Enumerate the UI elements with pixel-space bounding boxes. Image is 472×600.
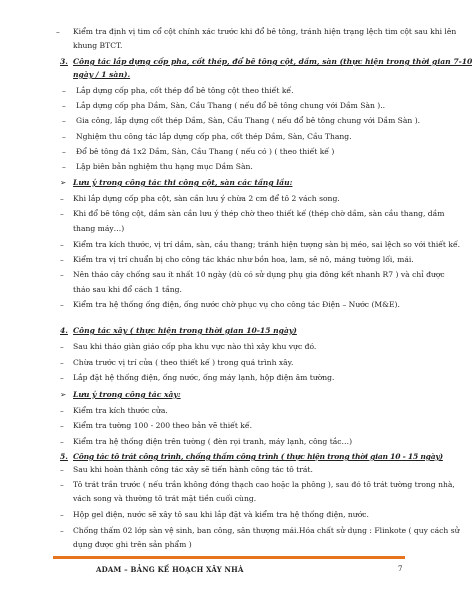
dash-marker: – <box>62 86 66 95</box>
dash-marker: – <box>60 255 64 264</box>
dash-marker: – <box>60 209 64 218</box>
dash-marker: – <box>60 526 64 535</box>
list-item: Sau khi tháo giàn giáo cốp pha khu vực nào thì xây khu vực đó. <box>73 342 317 351</box>
list-item: Sau khi hoàn thành công tác xây sẽ tiến hành công tác tô trát. <box>73 465 313 474</box>
list-item-cont: dụng được ghi trên sản phẩm ) <box>73 540 192 549</box>
dash-marker: – <box>60 342 64 351</box>
list-item: Chừa trước vị trí cửa ( theo thiết kế ) trong quá trình xây. <box>73 358 294 367</box>
dash-marker: – <box>62 162 66 171</box>
section-title: Công tác tô trát công trình, chống thấm công trình ( thực hiện trong thời gian 10 - 15 ngày) <box>73 452 443 461</box>
note-item: Nên tháo cây chống sau ít nhất 10 ngày (dù có sử dụng phụ gia đông kết nhanh R7 ) và chỉ được <box>73 270 445 279</box>
section-number: 5. <box>60 452 68 461</box>
list-item-cont: vách song và thường tô trát mặt tiền cuối cùng. <box>73 494 257 503</box>
section-number: 3. <box>60 57 68 66</box>
list-item: Lắp dựng cốp pha Dầm, Sàn, Cầu Thang ( nếu đổ bê tông chung với Dầm Sàn ).. <box>76 101 386 110</box>
note-item-cont: thang máy…) <box>73 224 125 233</box>
section-title: Công tác xây ( thực hiện trong thời gian 10-15 ngày) <box>73 326 297 335</box>
note-item: Khi đổ bê tông cột, dầm sàn cần lưu ý thép chờ theo thiết kế (thép chờ dầm, sàn cầu thang, dầm <box>73 209 445 218</box>
dash-marker: – <box>60 437 64 446</box>
list-item: Nghiệm thu công tác lắp dựng cốp pha, cốt thép Dầm, Sàn, Cầu Thang. <box>76 132 352 141</box>
dash-marker: – <box>60 421 64 430</box>
dash-marker: – <box>60 240 64 249</box>
list-item: Lắp đặt hệ thống điện, ống nước, ống máy lạnh, hộp điện âm tường. <box>73 373 335 382</box>
arrow-bullet-icon: ➢ <box>60 178 67 187</box>
list-item: Chống thấm 02 lớp sàn vệ sinh, ban công, sân thượng mái.Hóa chất sử dụng : Flinkote ( quy cách sử <box>73 526 460 535</box>
dash-marker: – <box>56 27 60 36</box>
note-item: Khi lắp dựng cốp pha cột, sàn cần lưu ý chừa 2 cm để tô 2 vách song. <box>73 194 340 203</box>
note-item: Kiểm tra tường 100 - 200 theo bản vẽ thiết kế. <box>73 421 252 430</box>
footer-divider <box>53 556 405 559</box>
arrow-bullet-icon: ➢ <box>60 390 67 399</box>
dash-marker: – <box>60 480 64 489</box>
note-item: Kiểm tra hệ thống ống điện, ống nước chờ phục vụ cho công tác Điện – Nước (M&E). <box>73 300 400 309</box>
paragraph-line: khung BTCT. <box>73 41 123 50</box>
section-title-cont: ngày / 1 sàn). <box>73 70 131 79</box>
dash-marker: – <box>60 510 64 519</box>
note-item: Kiểm tra vị trí chuẩn bị cho công tác khác như bồn hoa, lam, sê nô, máng tường lối, mái. <box>73 255 414 264</box>
dash-marker: – <box>62 116 66 125</box>
dash-marker: – <box>60 270 64 279</box>
list-item: Đổ bê tông đá 1x2 Dầm, Sàn, Cầu Thang ( nếu có ) ( theo thiết kế ) <box>76 147 335 156</box>
dash-marker: – <box>60 465 64 474</box>
note-item-cont: tháo sau khi đổ cách 1 tầng. <box>73 285 182 294</box>
list-item: Lắp dựng cốp pha, cốt thép đổ bê tông cột theo thiết kế. <box>76 86 294 95</box>
note-title: Lưu ý trong công tác xây: <box>73 390 181 399</box>
paragraph-line: Kiểm tra định vị tim cổ cột chính xác trước khi đổ bê tông, tránh hiện trạng lệch tim cột sau khi lên <box>73 27 457 36</box>
dash-marker: – <box>60 406 64 415</box>
note-item: Kiểm tra kích thước, vị trí dầm, sàn, cầu thang; tránh hiện tượng sàn bị méo, sai lệch so với thiết kế. <box>73 240 461 249</box>
dash-marker: – <box>62 147 66 156</box>
dash-marker: – <box>60 194 64 203</box>
list-item: Hộp gel điện, nước sẽ xây tô sau khi lắp đặt và kiểm tra hệ thống điện, nước. <box>73 510 369 519</box>
dash-marker: – <box>62 101 66 110</box>
note-item: Kiểm tra hệ thống điện trên tường ( đèn rọi tranh, máy lạnh, công tắc…) <box>73 437 353 446</box>
note-item: Kiểm tra kích thước cửa. <box>73 406 168 415</box>
section-number: 4. <box>60 326 68 335</box>
list-item: Lập biên bản nghiệm thu hạng mục Dầm Sàn. <box>76 162 253 171</box>
dash-marker: – <box>60 373 64 382</box>
dash-marker: – <box>60 300 64 309</box>
note-title: Lưu ý trong công tác thi công cột, sàn các tầng lầu: <box>73 178 293 187</box>
page-number: 7 <box>398 565 403 573</box>
dash-marker: – <box>62 132 66 141</box>
list-item: Tô trát trần trước ( nếu trần không đóng thạch cao hoặc la phông ), sau đó tô trát tường trong nhà, <box>73 480 455 489</box>
dash-marker: – <box>60 358 64 367</box>
section-title: Công tác lắp dựng cốp pha, cốt thép, đổ bê tông cột, dầm, sàn (thực hiện trong thời gian 7-10 <box>73 57 472 66</box>
footer-title: ADAM – BẢNG KẾ HOẠCH XÂY NHÀ <box>96 565 244 574</box>
list-item: Gia công, lắp dựng cốt thép Dầm, Sàn, Cầu Thang ( nếu đổ bê tông chung với Dầm Sàn ). <box>76 116 421 125</box>
